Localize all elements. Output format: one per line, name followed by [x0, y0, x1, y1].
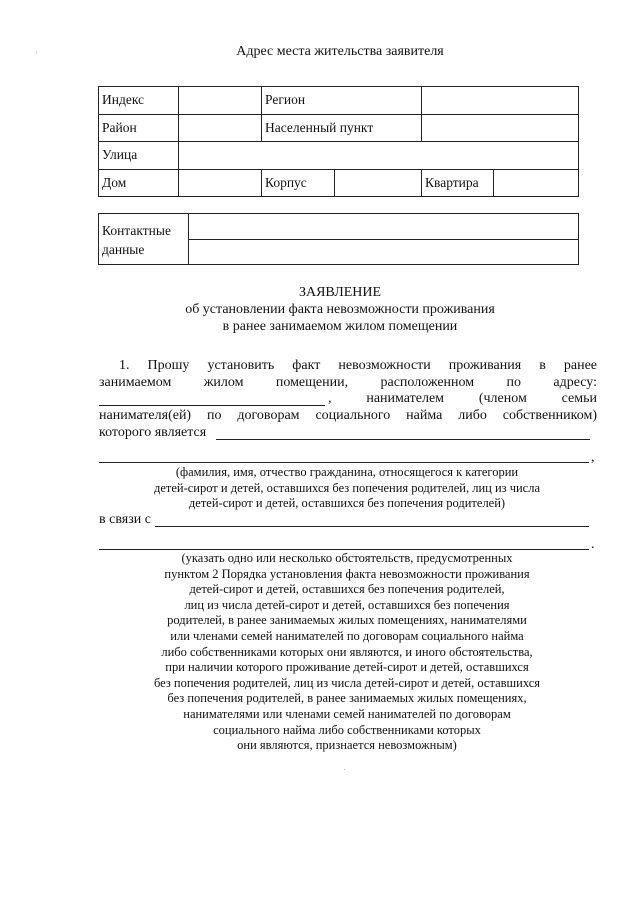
- note-fio-line-2: детей-сирот и детей, оставшихся без попечения родителей, лиц из числа: [153, 480, 541, 495]
- index-field[interactable]: [179, 87, 262, 115]
- label-house: Дом: [99, 169, 179, 197]
- scan-speck: [36, 52, 37, 53]
- label-district: Район: [99, 114, 179, 142]
- paragraph-1-line-2: занимаемом жилом помещении, расположенном по адресу:: [99, 375, 597, 390]
- note-line-13: они являются, признается невозможным): [237, 738, 457, 753]
- paragraph-1-line-5: которого является: [99, 425, 207, 440]
- in-connection-label: в связи с: [99, 512, 151, 527]
- contact-field-1[interactable]: [189, 214, 579, 240]
- note-line-1: (указать одно или несколько обстоятельств, предусмотренных: [181, 551, 513, 565]
- paragraph-1-line-1: 1. Прошу установить факт невозможности проживания в ранее: [119, 358, 597, 373]
- district-field[interactable]: [179, 114, 262, 142]
- building-field[interactable]: [335, 169, 422, 197]
- statement-subtitle-line1: об установлении факта невозможности проживания: [185, 302, 495, 317]
- comma-mark: ,: [591, 450, 595, 465]
- reason-fill-line-2[interactable]: [99, 549, 589, 550]
- contact-field-2[interactable]: [189, 239, 579, 265]
- note-line-12: социального найма либо собственниками которых: [213, 722, 481, 737]
- address-fill-line[interactable]: [99, 405, 325, 406]
- house-field[interactable]: [179, 169, 262, 197]
- period-mark: .: [591, 537, 595, 552]
- statement-subtitle-line2: в ранее занимаемом жилом помещении: [222, 319, 458, 334]
- note-fio-line-3: детей-сирот и детей, оставшихся без попечения родителей): [188, 496, 506, 511]
- contact-label-line1: Контактные: [102, 223, 171, 238]
- note-line-3: детей-сирот и детей, оставшихся без попечения родителей,: [189, 582, 505, 597]
- note-line-10: без попечения родителей, в ранее занимаемых жилых помещениях,: [167, 691, 527, 706]
- label-settlement: Населенный пункт: [262, 114, 422, 142]
- paragraph-1-line-3: , нанимателем (членом семьи: [328, 391, 597, 406]
- note-line-8: при наличии которого проживание детей-сирот и детей, оставшихся: [165, 660, 529, 675]
- note-fio-line-1: (фамилия, имя, отчество гражданина, относящегося к категории: [175, 465, 519, 479]
- label-index: Индекс: [99, 87, 179, 115]
- owner-fill-line[interactable]: [216, 439, 590, 440]
- statement-title: ЗАЯВЛЕНИЕ: [298, 285, 382, 300]
- label-apartment: Квартира: [422, 169, 494, 197]
- note-line-4: лиц из числа детей-сирот и детей, оставшихся без попечения: [184, 597, 510, 612]
- label-region: Регион: [262, 87, 422, 115]
- label-contact: [99, 214, 189, 265]
- address-table: [98, 86, 579, 197]
- region-field[interactable]: [422, 87, 579, 115]
- settlement-field[interactable]: [422, 114, 579, 142]
- note-line-6: или членами семей нанимателей по договорам социального найма: [170, 628, 524, 643]
- reason-fill-line[interactable]: [155, 526, 589, 527]
- label-building: Корпус: [262, 169, 335, 197]
- street-field[interactable]: [179, 142, 579, 170]
- note-line-2: пунктом 2 Порядка установления факта невозможности проживания: [164, 566, 530, 581]
- owner-fill-line-2[interactable]: [99, 462, 589, 463]
- contact-table: [98, 213, 579, 265]
- note-line-5: родителей, в ранее занимаемых жилых помещениях, нанимателями: [167, 613, 527, 628]
- note-line-9: без попечения родителей, лиц из числа детей-сирот и детей, оставшихся: [153, 675, 541, 690]
- paragraph-1-line-4: нанимателя(ей) по договорам социального найма либо собственником): [99, 408, 597, 423]
- scan-speck: [344, 769, 345, 770]
- note-fio: [100, 465, 594, 512]
- apartment-field[interactable]: [494, 169, 579, 197]
- note-circumstances: [100, 551, 594, 754]
- contact-label-line2: данные: [102, 242, 145, 257]
- address-heading: Адрес места жительства заявителя: [236, 44, 444, 59]
- note-line-7: либо собственниками которых они являются, и иного обстоятельства,: [161, 644, 533, 659]
- label-street: Улица: [99, 142, 179, 170]
- note-line-11: нанимателями или членами семей нанимателей по договорам: [183, 706, 511, 721]
